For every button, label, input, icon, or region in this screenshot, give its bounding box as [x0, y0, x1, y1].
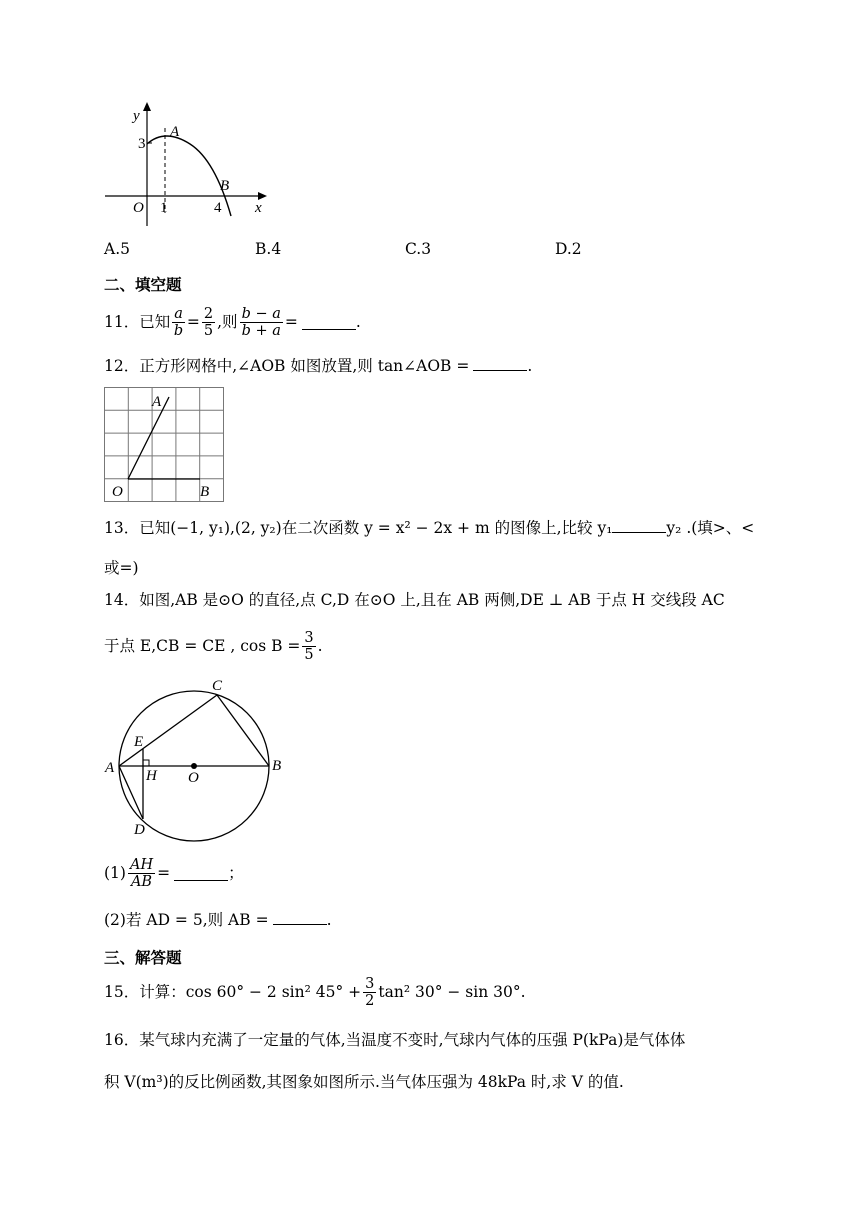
question-11: 11．已知 $\frac{a}{b}$ = $\frac{2}{5}$ ,则 $\frac{b - a}{b + a}$ = . [104, 305, 361, 339]
circle-label-d: D [134, 822, 145, 838]
origin-label: O [133, 200, 144, 216]
square-grid-figure [104, 387, 226, 503]
question-13: 13．已知(−1, y₁),(2, y₂)在二次函数 y = x² − 2x + m 的图像上,比较 y₁ y₂ .(填>、< [104, 519, 755, 537]
circle-label-c: C [212, 678, 223, 694]
section-heading-solutions: 三、解答题 [104, 949, 182, 967]
grid-label-b: B [200, 484, 210, 500]
question-15: 15．计算：cos 60° − 2 sin² 45° + $\frac{3}{2}$ tan² 30° − sin 30°. [104, 975, 526, 1009]
point-a-label: A [170, 124, 180, 140]
circle-figure [100, 676, 290, 842]
point-b-label: B [220, 178, 230, 194]
option-b: B.4 [255, 240, 282, 258]
option-a: A.5 [104, 240, 130, 258]
option-d: D.2 [555, 240, 582, 258]
circle-label-o: O [188, 770, 199, 786]
question-13-cont: 或=) [104, 559, 139, 577]
option-c: C.3 [405, 240, 432, 258]
question-16-cont: 积 V(m³)的反比例函数,其图象如图所示.当气体压强为 48kPa 时,求 V 的值. [104, 1073, 624, 1091]
tick-4: 4 [214, 200, 222, 216]
circle-label-h: H [146, 768, 157, 784]
x-axis-label: x [255, 200, 262, 216]
circle-label-b: B [272, 758, 282, 774]
circle-label-a: A [105, 760, 115, 776]
question-12: 12．正方形网格中,∠AOB 如图放置,则 tan∠AOB = . [104, 357, 533, 375]
tick-3: 3 [138, 136, 146, 152]
tick-1: 1 [160, 200, 168, 216]
y-axis-label: y [133, 108, 140, 124]
section-heading-fill-in: 二、填空题 [104, 276, 182, 294]
question-16: 16．某气球内充满了一定量的气体,当温度不变时,气球内气体的压强 P(kPa)是气体体 [104, 1031, 686, 1049]
parabola-graph [100, 98, 270, 230]
grid-label-o: O [112, 484, 123, 500]
grid-label-a: A [152, 394, 162, 410]
circle-label-e: E [134, 734, 144, 750]
question-14-cont: 于点 E,CB = CE , cos B = $\frac{3}{5}$ . [104, 629, 323, 663]
question-14-part-2: (2)若 AD = 5,则 AB = . [104, 911, 332, 929]
question-14: 14．如图,AB 是⊙O 的直径,点 C,D 在⊙O 上,且在 AB 两侧,DE ⊥ AB 于点 H 交线段 AC [104, 591, 725, 609]
question-14-part-1: (1) $\frac{AH}{AB}$ = ； [104, 856, 244, 890]
